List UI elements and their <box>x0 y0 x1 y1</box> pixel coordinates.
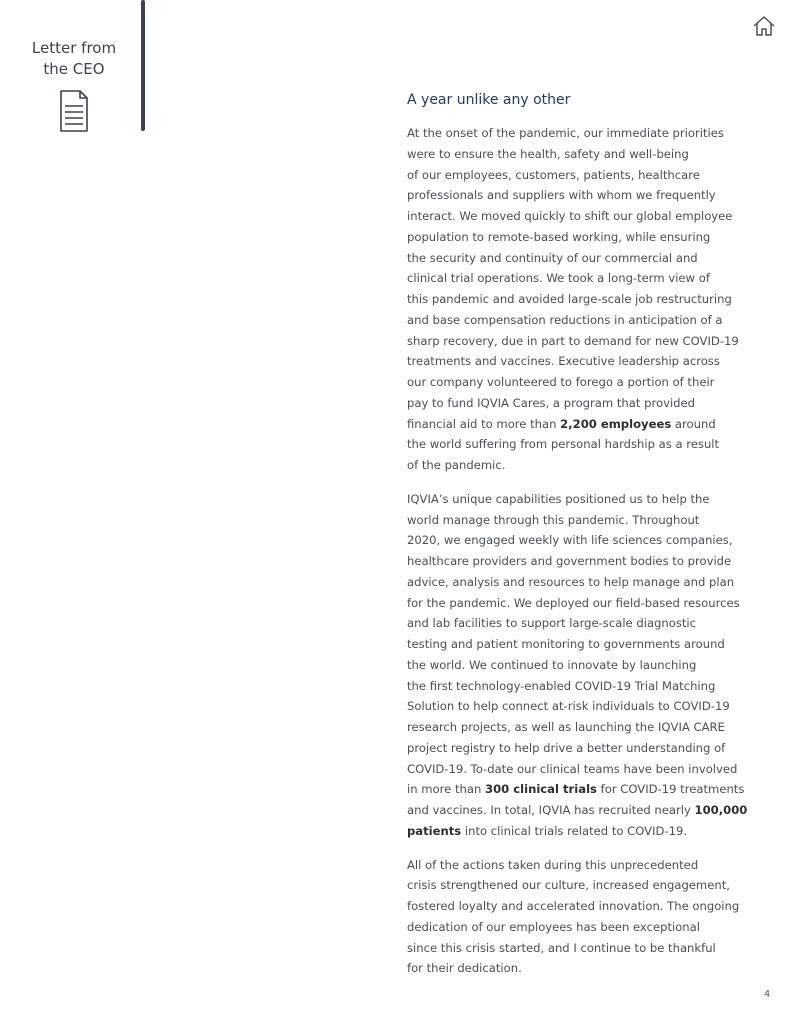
section-title-line-1: Letter from <box>31 39 117 57</box>
paragraph-2 <box>407 489 753 842</box>
text-line: our company volunteered to forego a portion of their <box>407 375 715 389</box>
page-number: 4 <box>763 989 771 1000</box>
text-line: pay to fund IQVIA Cares, a program that provided <box>407 395 696 410</box>
text-line: healthcare providers and government bodies to provide <box>407 554 732 568</box>
text-line <box>407 414 753 435</box>
text-segment: in more than <box>407 782 486 797</box>
text-line: and base compensation reductions in anticipation of a <box>407 312 723 327</box>
text-line: the world. We continued to innovate by launching <box>407 657 697 672</box>
paragraph-1 <box>407 123 753 476</box>
highlight-figure: patients <box>407 823 462 838</box>
text-line: 2020, we engaged weekly with life sciences companies, <box>407 533 733 548</box>
text-line: COVID-19. To-date our clinical teams have been involved <box>407 761 738 776</box>
highlight-figure: 300 clinical trials <box>485 782 597 797</box>
text-line <box>407 779 753 800</box>
text-segment: financial aid to more than <box>407 416 561 431</box>
article-heading: A year unlike any other <box>407 92 571 108</box>
text-line: research projects, as well as launching the IQVIA CARE <box>407 720 725 734</box>
sidebar-divider <box>141 0 145 131</box>
text-line <box>407 821 753 842</box>
highlight-figure: 100,000 <box>694 803 748 817</box>
text-line: sharp recovery, due in part to demand for new COVID-19 <box>407 333 739 348</box>
text-line: for their dedication. <box>407 961 522 976</box>
text-line: testing and patient monitoring to governments around <box>407 637 725 651</box>
text-line: dedication of our employees has been exceptional <box>407 919 700 934</box>
article <box>407 90 753 992</box>
text-line: professionals and suppliers with whom we frequently <box>407 188 716 203</box>
text-line: for the pandemic. We deployed our field-based resources <box>407 595 740 610</box>
text-line: interact. We moved quickly to shift our global employee <box>407 209 733 223</box>
text-line: fostered loyalty and accelerated innovation. The ongoing <box>407 899 740 913</box>
document-icon <box>59 89 89 133</box>
text-line: this pandemic and avoided large-scale job restructuring <box>407 292 732 306</box>
text-line: of the pandemic. <box>407 458 506 472</box>
text-line: project registry to help drive a better understanding of <box>407 740 726 755</box>
paragraph-3 <box>407 855 753 980</box>
highlight-figure: 2,200 employees <box>560 416 672 431</box>
text-line: the security and continuity of our commercial and <box>407 250 698 265</box>
text-line: Solution to help connect at-risk individuals to COVID-19 <box>407 699 730 714</box>
text-line: clinical trial operations. We took a long-term view of <box>407 271 710 286</box>
text-segment: for COVID-19 treatments <box>596 782 745 797</box>
text-line: At the onset of the pandemic, our immediate priorities <box>407 126 724 140</box>
text-line: crisis strengthened our culture, increased engagement, <box>407 878 730 893</box>
text-segment: into clinical trials related to COVID-19. <box>461 823 688 838</box>
text-line: the first technology-enabled COVID-19 Trial Matching <box>407 678 716 693</box>
text-line: of our employees, customers, patients, healthcare <box>407 167 700 182</box>
text-line: treatments and vaccines. Executive leadership across <box>407 354 720 369</box>
section-title-line-2: the CEO <box>43 60 105 78</box>
text-line: were to ensure the health, safety and well-being <box>407 146 689 161</box>
home-icon[interactable] <box>752 14 776 38</box>
text-line: and lab facilities to support large-scale diagnostic <box>407 616 697 631</box>
text-segment: around <box>671 416 716 431</box>
text-line: the world suffering from personal hardship as a result <box>407 437 720 452</box>
section-title <box>18 38 130 80</box>
text-line: world manage through this pandemic. Throughout <box>407 512 700 527</box>
text-line: advice, analysis and resources to help manage and plan <box>407 574 735 589</box>
text-line: since this crisis started, and I continue to be thankful <box>407 940 716 955</box>
text-line: All of the actions taken during this unprecedented <box>407 857 699 872</box>
text-line: population to remote-based working, while ensuring <box>407 229 711 244</box>
text-line <box>407 800 753 821</box>
text-segment: and vaccines. In total, IQVIA has recruited nearly <box>407 803 695 817</box>
text-line: IQVIA’s unique capabilities positioned us to help the <box>407 491 710 506</box>
